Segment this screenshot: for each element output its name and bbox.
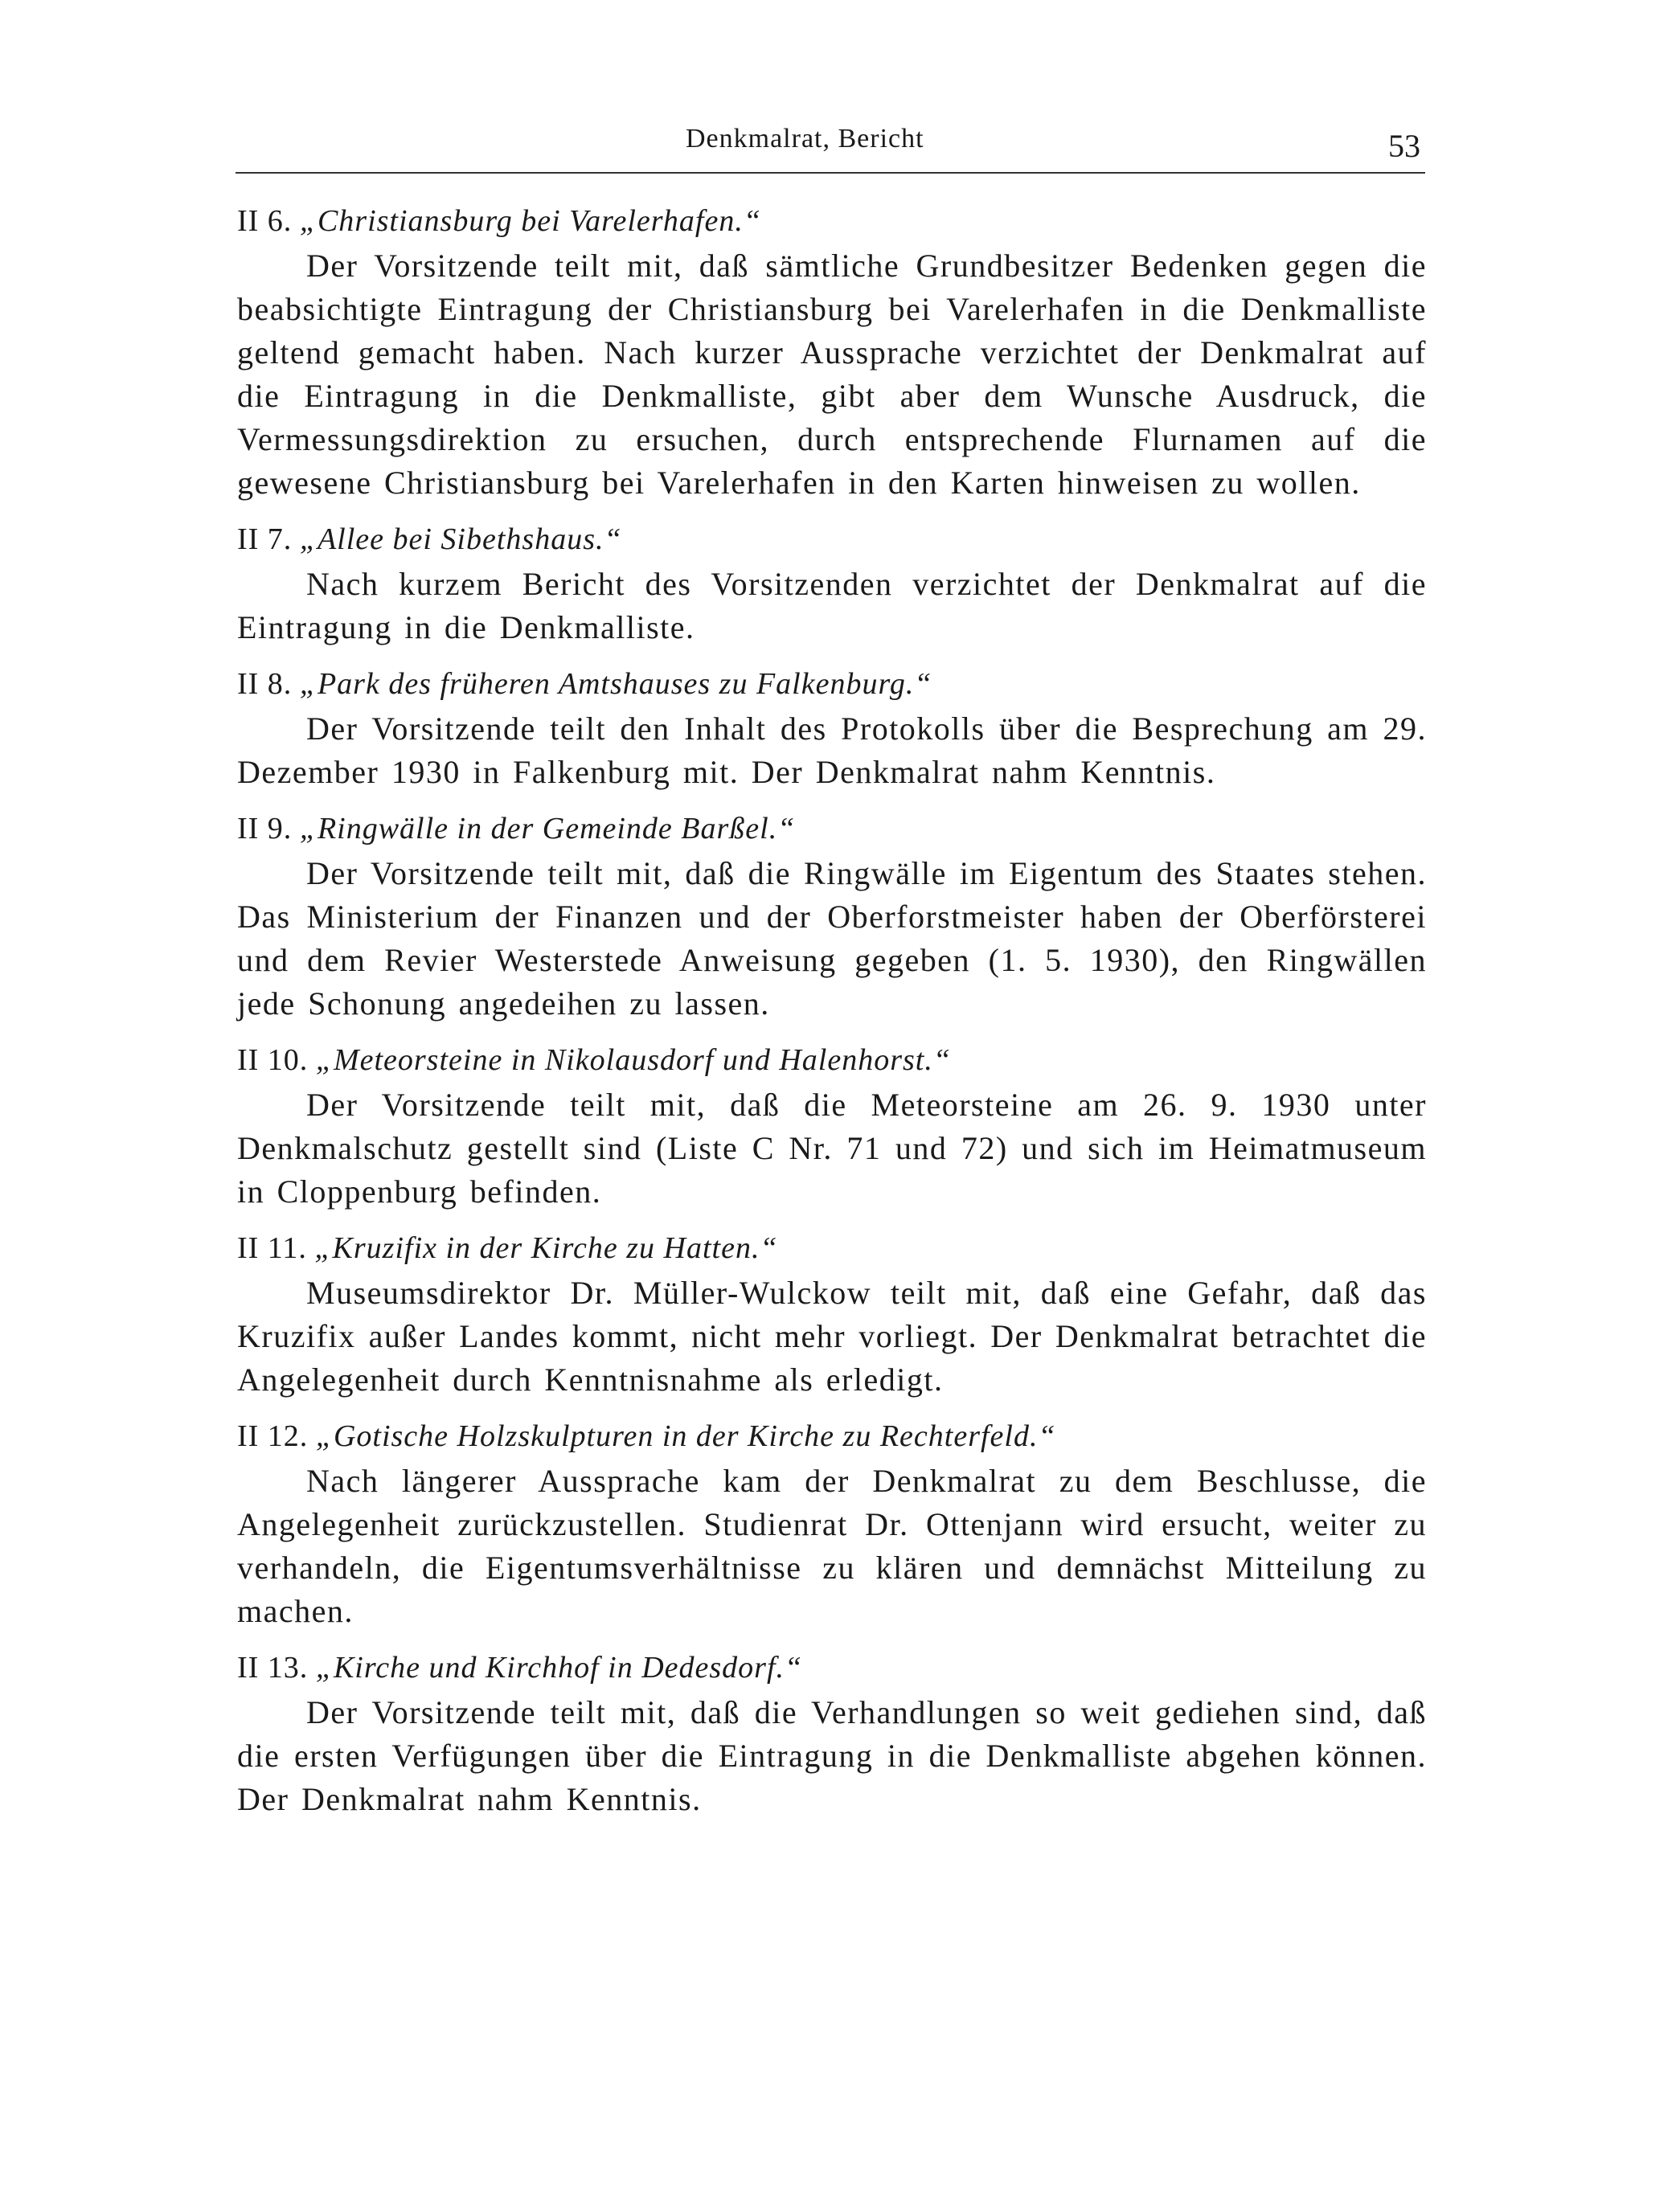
section-heading bbox=[237, 1226, 1427, 1270]
section-heading bbox=[237, 199, 1427, 243]
section-paragraph: Nach längerer Aussprache kam der Denkmalrat zu dem Beschlusse, die Angelegenheit zurückzustellen. Studienrat Dr. Ottenjann wird ersucht, weiter zu verhandeln, die Eigentumsverhältnisse zu klären und demnächst Mitteilung zu machen. bbox=[237, 1463, 1427, 1629]
section-title: „Allee bei Sibethshaus.“ bbox=[299, 522, 622, 556]
section-heading bbox=[237, 662, 1427, 706]
section-paragraph: Der Vorsitzende teilt mit, daß die Ringwälle im Eigentum des Staates stehen. Das Ministerium der Finanzen und der Oberforstmeister haben der Oberförsterei und dem Revier Westerstede Anweisung gegeben (1. 5. 1930), den Ringwällen jede Schonung angedeihen zu lassen. bbox=[237, 855, 1427, 1022]
running-header-title: Denkmalrat, Bericht bbox=[686, 124, 924, 154]
section-title: „Gotische Holzskulpturen in der Kirche zu Rechterfeld.“ bbox=[315, 1419, 1056, 1453]
section-number: II 11. bbox=[237, 1231, 307, 1265]
section-title: „Meteorsteine in Nikolausdorf und Halenhorst.“ bbox=[315, 1043, 951, 1077]
section-paragraph: Museumsdirektor Dr. Müller-Wulckow teilt mit, daß eine Gefahr, daß das Kruzifix außer Landes kommt, nicht mehr vorliegt. Der Denkmalrat betrachtet die Angelegenheit durch Kenntnisnahme als erledigt. bbox=[237, 1275, 1427, 1398]
section-heading bbox=[237, 1415, 1427, 1458]
section-ii-13 bbox=[237, 1646, 1427, 1821]
section-title: „Ringwälle in der Gemeinde Barßel.“ bbox=[299, 812, 796, 846]
section-ii-6 bbox=[237, 199, 1427, 505]
section-number: II 13. bbox=[237, 1651, 309, 1685]
section-number: II 9. bbox=[237, 812, 293, 846]
running-header bbox=[236, 121, 1425, 174]
section-ii-9 bbox=[237, 807, 1427, 1026]
section-paragraph: Der Vorsitzende teilt den Inhalt des Protokolls über die Besprechung am 29. Dezember 1930 in Falkenburg mit. Der Denkmalrat nahm Kenntnis. bbox=[237, 710, 1427, 790]
section-heading bbox=[237, 1038, 1427, 1082]
section-number: II 7. bbox=[237, 522, 293, 556]
section-paragraph: Nach kurzem Bericht des Vorsitzenden verzichtet der Denkmalrat auf die Eintragung in die Denkmalliste. bbox=[237, 566, 1427, 645]
section-title: „Park des früheren Amtshauses zu Falkenburg.“ bbox=[299, 667, 932, 701]
section-number: II 8. bbox=[237, 667, 293, 701]
section-heading bbox=[237, 518, 1427, 561]
page-number: 53 bbox=[1388, 128, 1420, 164]
section-paragraph: Der Vorsitzende teilt mit, daß die Meteorsteine am 26. 9. 1930 unter Denkmalschutz gestellt sind (Liste C Nr. 71 und 72) und sich im Heimatmuseum in Cloppenburg befinden. bbox=[237, 1087, 1427, 1210]
section-ii-8 bbox=[237, 662, 1427, 794]
section-ii-10 bbox=[237, 1038, 1427, 1214]
section-heading bbox=[237, 807, 1427, 850]
section-title: „Christiansburg bei Varelerhafen.“ bbox=[299, 204, 761, 238]
section-number: II 12. bbox=[237, 1419, 309, 1453]
section-number: II 6. bbox=[237, 204, 293, 238]
section-ii-11 bbox=[237, 1226, 1427, 1402]
section-ii-12 bbox=[237, 1415, 1427, 1633]
section-paragraph: Der Vorsitzende teilt mit, daß die Verhandlungen so weit gediehen sind, daß die ersten Verfügungen über die Eintragung in die Denkmalliste abgehen können. Der Denkmalrat nahm Kenntnis. bbox=[237, 1694, 1427, 1817]
section-paragraph: Der Vorsitzende teilt mit, daß sämtliche Grundbesitzer Bedenken gegen die beabsichtigte Eintragung der Christiansburg bei Varelerhafen in die Denkmalliste geltend gemacht haben. Nach kurzer Aussprache verzichtet der Denkmalrat auf die Eintragung in die Denkmalliste, gibt aber dem Wunsche Ausdruck, die Vermessungsdirektion zu ersuchen, durch entsprechende Flurnamen auf die gewesene Christiansburg bei Varelerhafen in den Karten hinweisen zu wollen. bbox=[237, 248, 1427, 501]
section-ii-7 bbox=[237, 518, 1427, 649]
section-number: II 10. bbox=[237, 1043, 309, 1077]
document-body bbox=[237, 199, 1427, 1834]
section-title: „Kirche und Kirchhof in Dedesdorf.“ bbox=[315, 1651, 803, 1685]
section-title: „Kruzifix in der Kirche zu Hatten.“ bbox=[314, 1231, 778, 1265]
section-heading bbox=[237, 1646, 1427, 1689]
